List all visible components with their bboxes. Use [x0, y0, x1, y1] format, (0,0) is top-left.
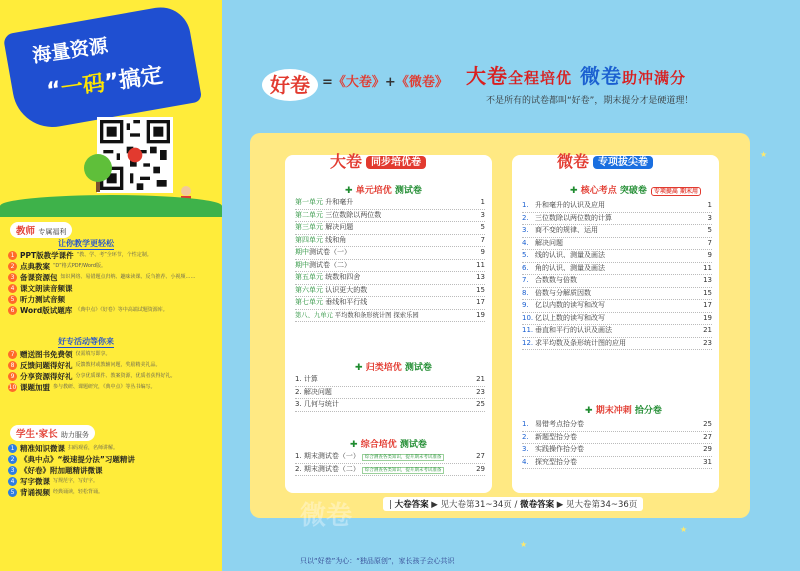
toc-row[interactable]: 2. 新题型拾分卷 27 [522, 432, 712, 445]
tree-icon [80, 152, 116, 192]
big-toc-2 [295, 374, 485, 412]
big-block2-title: ✚ 归类培优 测试卷 [355, 363, 432, 373]
toc-row[interactable]: 第七单元 垂线和平行线 17 [295, 297, 485, 310]
big-toc-3 [295, 451, 485, 476]
toc-row[interactable]: 9. 亿以内数的读写和改写 17 [522, 300, 712, 313]
toc-row[interactable]: 5. 线的认识、测量及画法 9 [522, 250, 712, 263]
toc-row[interactable]: 2. 期末测试卷（二） 综合测查各类知识，提升期末考试准备 29 [295, 464, 485, 477]
small-block2-title: ✚ 期末冲刺 拾分卷 [585, 406, 662, 416]
toc-row[interactable]: 10. 亿以上数的读写和改写 19 [522, 313, 712, 326]
slogan-line2: “一码”搞定 [45, 62, 165, 104]
watermark: 微卷 [300, 501, 353, 531]
toc-row[interactable]: 4. 解决问题 7 [522, 238, 712, 251]
toc-row[interactable]: 3. 商不变的规律、运用 5 [522, 225, 712, 238]
list-item[interactable]: 7 赠送图书免费领 仅需填写即享。 [8, 350, 218, 359]
toc-row[interactable]: 2. 解决问题 23 [295, 387, 485, 400]
grass-hill [0, 195, 222, 217]
list-item[interactable]: 9 分享资源得好礼 分享优质课件、教案资源，优质者获得好礼。 [8, 372, 218, 381]
toc-row[interactable]: 2. 三位数除以两位数的计算 3 [522, 213, 712, 226]
list-item[interactable]: 5 听力测试音频 [8, 295, 218, 304]
small-card-title: 微卷 专项拔尖卷 [557, 149, 653, 172]
page-title: 大卷全程培优 微卷助冲满分 [466, 64, 686, 88]
slogan-line1: 海量资源 [31, 34, 110, 68]
haojuan-logo [260, 65, 320, 103]
toc-row[interactable]: 6. 角的认识、测量及画法 11 [522, 263, 712, 276]
big-block3-title: ✚ 综合培优 测试卷 [350, 440, 427, 450]
teacher-tag-2: 好专活动等你来 [58, 337, 114, 346]
list-item[interactable]: 6 Word版试题库 《典中点》《好卷》等中高端试题资源库。 [8, 306, 218, 315]
toc-row[interactable]: 第三单元 解决问题 5 [295, 222, 485, 235]
small-block1-title: ✚ 核心考点 突破卷 专项提高 期末用 [570, 183, 701, 196]
toc-row[interactable]: 期中测试卷（二） 11 [295, 260, 485, 273]
toc-row[interactable]: 1. 升和毫升的认识及应用 1 [522, 200, 712, 213]
list-item[interactable]: 1 PPT版教学课件 “教、学、考”全环节，个性定制。 [8, 251, 218, 260]
list-item[interactable]: 1 精准知识微课 扫码观看，名师讲解。 [8, 444, 218, 453]
small-toc-2 [522, 419, 712, 469]
toc-row[interactable]: 第五单元 统数和四舍 13 [295, 272, 485, 285]
toc-row[interactable]: 1. 易错考点拾分卷 25 [522, 419, 712, 432]
list-item[interactable]: 10 课题加盟 参与教研、课题研究，《典中点》等丛书编写。 [8, 383, 156, 392]
list-item[interactable]: 5 背诵视频 经典诵读，轻松背诵。 [8, 488, 218, 497]
big-toc-1 [295, 197, 485, 322]
page-subtitle: 不是所有的试卷都叫“好卷”，期末提分才是硬道理！ [486, 96, 694, 106]
haojuan-logo-text: 好卷 [270, 73, 310, 97]
teacher-tag-1: 让你教学更轻松 [58, 239, 114, 248]
teacher-section-head: 教师 专属福利 [10, 222, 72, 238]
answer-bar: | 大卷答案 ▶ 见大卷第31~34页 / 微卷答案 ▶ 见大卷第34~36页 [383, 497, 643, 511]
logo-equation: =《大卷》+《微卷》 [322, 75, 448, 90]
big-block1-title: ✚ 单元培优 测试卷 [345, 186, 422, 196]
toc-row[interactable]: 7. 合数数与倍数 13 [522, 275, 712, 288]
toc-row[interactable]: 期中测试卷（一） 9 [295, 247, 485, 260]
toc-row[interactable]: 1. 计算 21 [295, 374, 485, 387]
left-panel [0, 0, 222, 571]
star-icon: ★ [520, 540, 528, 549]
toc-row[interactable]: 11. 垂直和平行的认识及画法 21 [522, 325, 712, 338]
star-icon: ★ [760, 150, 768, 159]
family-list [8, 444, 218, 499]
list-item[interactable]: 3 备课资源包 知识网络、易错题点归纳、趣味读课、反刍推荐、小视频…… [8, 273, 218, 282]
toc-row[interactable]: 3. 实践操作拾分卷 29 [522, 444, 712, 457]
star-icon: ★ [680, 525, 688, 534]
list-item[interactable]: 4 课文朗读音频课 [8, 284, 218, 293]
list-item[interactable]: 8 反馈问题得好礼 反馈教材或教辅问题，奖励精美礼品。 [8, 361, 218, 370]
toc-row[interactable]: 第四单元 线和角 7 [295, 235, 485, 248]
list-item[interactable]: 2 点典教案 “D”格式PDF/Word版。 [8, 262, 218, 271]
toc-row[interactable]: 8. 倍数与分解质因数 15 [522, 288, 712, 301]
family-section-head: 学生·家长 助力服务 [10, 425, 95, 441]
bottom-note: 只以“好卷”为心：“独品原创”，家长孩子会心共识 [300, 557, 455, 565]
list-item[interactable]: 2 《典中点》“极速提分法”习题精讲 [8, 455, 218, 464]
big-card-title: 大卷 同步培优卷 [330, 149, 426, 172]
toc-row[interactable]: 3. 几何与统计 25 [295, 399, 485, 412]
toc-row[interactable]: 12. 求平均数及条形统计图的应用 23 [522, 338, 712, 351]
activity-list [8, 350, 218, 394]
list-item[interactable]: 4 写字微课 写规范字，写好字。 [8, 477, 218, 486]
toc-row[interactable]: 第六单元 认识更大的数 15 [295, 285, 485, 298]
toc-row[interactable]: 4. 探究型拾分卷 31 [522, 457, 712, 470]
teacher-list [8, 251, 218, 317]
toc-row[interactable]: 1. 期末测试卷（一） 综合测查各类知识，提升期末考试准备 27 [295, 451, 485, 464]
small-toc-1 [522, 200, 712, 350]
toc-row[interactable]: 第二单元 三位数除以两位数 3 [295, 210, 485, 223]
list-item[interactable]: 3 《好卷》附加题精讲微课 [8, 466, 218, 475]
toc-row[interactable]: 第一单元 升和毫升 1 [295, 197, 485, 210]
toc-row[interactable]: 第八、九单元 平均数和条形统计图 探索乐园 19 [295, 310, 485, 323]
